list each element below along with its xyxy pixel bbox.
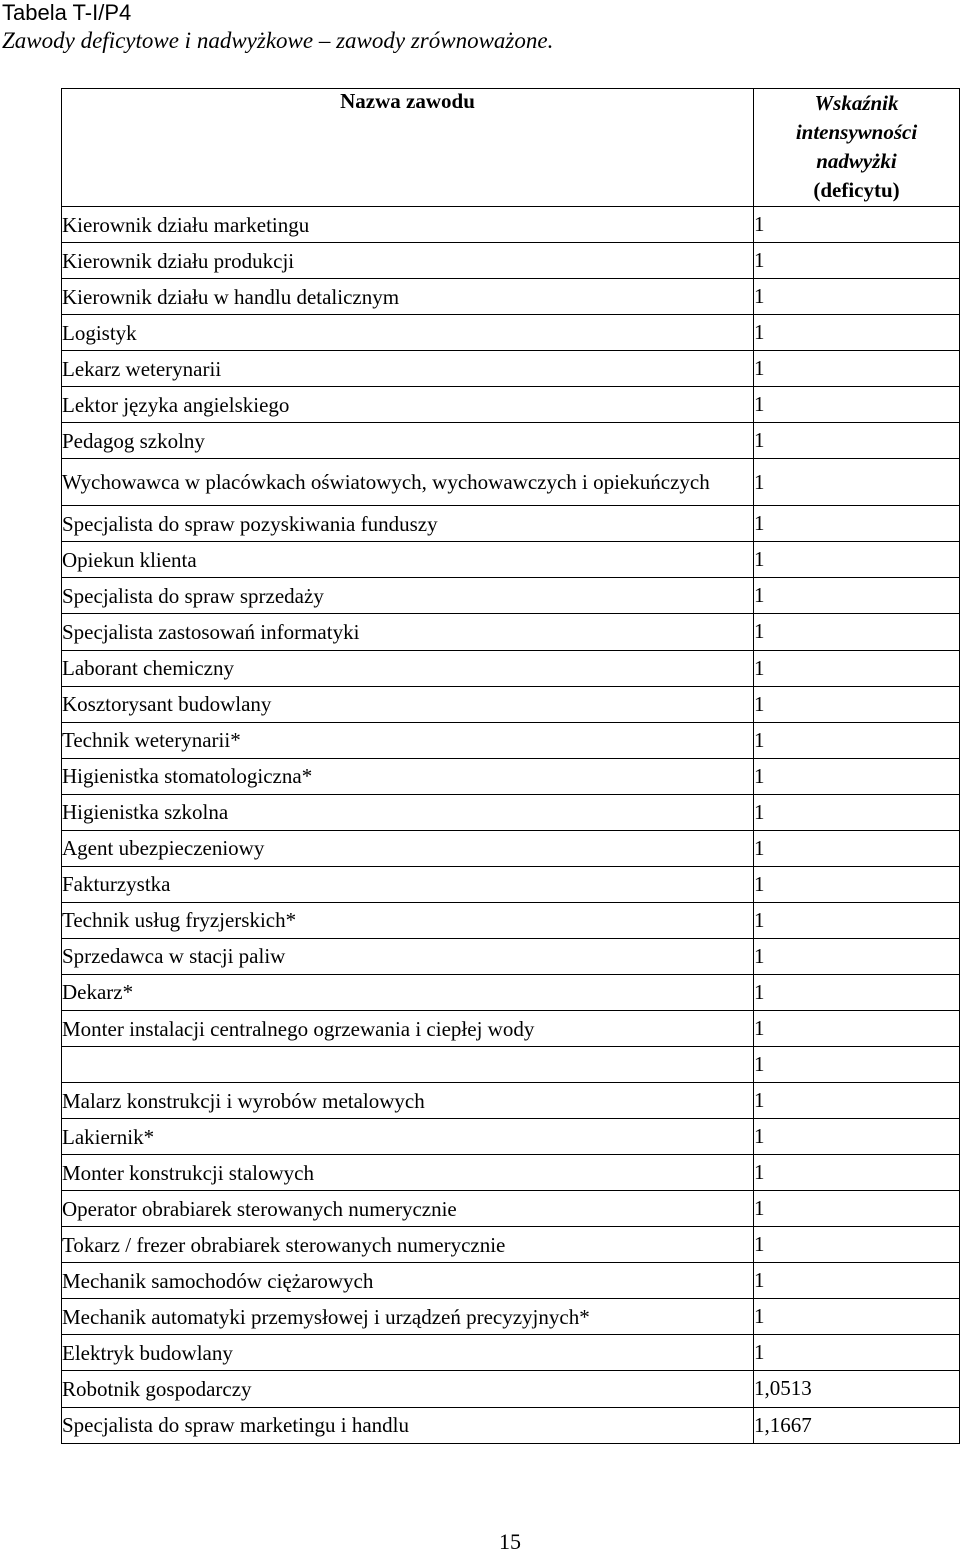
intensity-index-cell: 1 [754, 1047, 960, 1083]
occupation-name-cell: Technik usług fryzjerskich* [62, 902, 754, 938]
occupation-name-cell: Sprzedawca w stacji paliw [62, 938, 754, 974]
intensity-index-cell: 1 [754, 758, 960, 794]
table-row [62, 423, 960, 459]
intensity-index-cell: 1 [754, 1299, 960, 1335]
intensity-index-cell: 1 [754, 578, 960, 614]
intensity-index-cell: 1 [754, 1119, 960, 1155]
intensity-index-cell: 1 [754, 1191, 960, 1227]
table-row [62, 1047, 960, 1083]
table-row [62, 243, 960, 279]
occupation-name-cell: Mechanik automatyki przemysłowej i urządzeń precyzyjnych* [62, 1299, 754, 1335]
intensity-index-cell: 1 [754, 794, 960, 830]
table-row [62, 542, 960, 578]
occupation-name-cell: Malarz konstrukcji i wyrobów metalowych [62, 1083, 754, 1119]
intensity-index-cell: 1 [754, 902, 960, 938]
occupation-name-cell: Robotnik gospodarczy [62, 1371, 754, 1407]
occupation-name-cell: Dekarz* [62, 974, 754, 1010]
occupation-name-cell: Higienistka szkolna [62, 794, 754, 830]
table-row [62, 794, 960, 830]
table-row [62, 866, 960, 902]
table-row [62, 758, 960, 794]
table-row [62, 1119, 960, 1155]
table-row [62, 1407, 960, 1443]
intensity-index-cell: 1,1667 [754, 1407, 960, 1443]
occupation-name-cell: Lakiernik* [62, 1119, 754, 1155]
table-row [62, 1191, 960, 1227]
occupation-name-cell [62, 1047, 754, 1083]
occupation-name-cell: Monter konstrukcji stalowych [62, 1155, 754, 1191]
table-row [62, 207, 960, 243]
occupation-name-cell: Monter instalacji centralnego ogrzewania i ciepłej wody [62, 1010, 754, 1046]
intensity-index-cell: 1 [754, 279, 960, 315]
table-row [62, 1155, 960, 1191]
table-row [62, 459, 960, 506]
intensity-index-cell: 1 [754, 459, 960, 506]
intensity-index-cell: 1 [754, 866, 960, 902]
occupation-name-cell: Laborant chemiczny [62, 650, 754, 686]
table-body [62, 207, 960, 1444]
table-row [62, 279, 960, 315]
table-row [62, 1263, 960, 1299]
intensity-index-cell: 1 [754, 1227, 960, 1263]
intensity-index-cell: 1 [754, 686, 960, 722]
table-row [62, 1083, 960, 1119]
table-caption: Zawody deficytowe i nadwyżkowe – zawody zrównoważone. [2, 28, 554, 53]
intensity-index-cell: 1,0513 [754, 1371, 960, 1407]
occupation-name-cell: Wychowawca w placówkach oświatowych, wychowawczych i opiekuńczych [62, 459, 754, 506]
occupation-name-cell: Kierownik działu produkcji [62, 243, 754, 279]
table-row [62, 1299, 960, 1335]
intensity-index-cell: 1 [754, 423, 960, 459]
occupation-name-cell: Operator obrabiarek sterowanych numerycznie [62, 1191, 754, 1227]
page-number: 15 [499, 1529, 521, 1554]
occupation-name-cell: Higienistka stomatologiczna* [62, 758, 754, 794]
table-row [62, 938, 960, 974]
table-row [62, 1371, 960, 1407]
table-row [62, 722, 960, 758]
intensity-index-cell: 1 [754, 974, 960, 1010]
intensity-index-cell: 1 [754, 1263, 960, 1299]
intensity-index-cell: 1 [754, 650, 960, 686]
table-row [62, 1010, 960, 1046]
table-row [62, 614, 960, 650]
occupation-name-cell: Pedagog szkolny [62, 423, 754, 459]
table-row [62, 650, 960, 686]
intensity-index-cell: 1 [754, 830, 960, 866]
intensity-index-cell: 1 [754, 506, 960, 542]
intensity-index-cell: 1 [754, 1010, 960, 1046]
table-row [62, 830, 960, 866]
intensity-index-cell: 1 [754, 938, 960, 974]
intensity-index-cell: 1 [754, 1083, 960, 1119]
table-label: Tabela T-I/P4 [2, 0, 132, 25]
intensity-index-cell: 1 [754, 243, 960, 279]
occupation-name-cell: Opiekun klienta [62, 542, 754, 578]
intensity-index-cell: 1 [754, 315, 960, 351]
occupation-name-cell: Logistyk [62, 315, 754, 351]
table-row [62, 686, 960, 722]
table-row [62, 1227, 960, 1263]
occupation-name-cell: Lekarz weterynarii [62, 351, 754, 387]
table-row [62, 902, 960, 938]
occupation-name-cell: Mechanik samochodów ciężarowych [62, 1263, 754, 1299]
occupation-name-cell: Specjalista do spraw marketingu i handlu [62, 1407, 754, 1443]
header-index-line1: Wskaźnik [814, 91, 899, 115]
table-header-row [62, 89, 960, 207]
occupation-name-cell: Tokarz / frezer obrabiarek sterowanych numerycznie [62, 1227, 754, 1263]
occupation-name-cell: Specjalista do spraw pozyskiwania funduszy [62, 506, 754, 542]
intensity-index-cell: 1 [754, 542, 960, 578]
occupation-name-cell: Specjalista zastosowań informatyki [62, 614, 754, 650]
header-index-line2: intensywności [795, 120, 918, 144]
intensity-index-cell: 1 [754, 1335, 960, 1371]
occupation-name-cell: Kierownik działu w handlu detalicznym [62, 279, 754, 315]
occupations-table [61, 88, 960, 1444]
intensity-index-cell: 1 [754, 207, 960, 243]
header-occupation-name: Nazwa zawodu [62, 89, 754, 207]
table-row [62, 578, 960, 614]
table-row [62, 506, 960, 542]
table-row [62, 315, 960, 351]
occupation-name-cell: Fakturzystka [62, 866, 754, 902]
intensity-index-cell: 1 [754, 722, 960, 758]
occupation-name-cell: Specjalista do spraw sprzedaży [62, 578, 754, 614]
intensity-index-cell: 1 [754, 614, 960, 650]
occupation-name-cell: Kierownik działu marketingu [62, 207, 754, 243]
header-intensity-index [754, 89, 960, 207]
occupation-name-cell: Kosztorysant budowlany [62, 686, 754, 722]
table-row [62, 387, 960, 423]
occupation-name-cell: Elektryk budowlany [62, 1335, 754, 1371]
table-row [62, 351, 960, 387]
occupation-name-cell: Lektor języka angielskiego [62, 387, 754, 423]
header-index-line3: nadwyżki [816, 149, 897, 173]
occupation-name-cell: Technik weterynarii* [62, 722, 754, 758]
intensity-index-cell: 1 [754, 351, 960, 387]
header-index-line4: (deficytu) [813, 178, 900, 202]
intensity-index-cell: 1 [754, 1155, 960, 1191]
table-row [62, 1335, 960, 1371]
table-row [62, 974, 960, 1010]
intensity-index-cell: 1 [754, 387, 960, 423]
occupation-name-cell: Agent ubezpieczeniowy [62, 830, 754, 866]
